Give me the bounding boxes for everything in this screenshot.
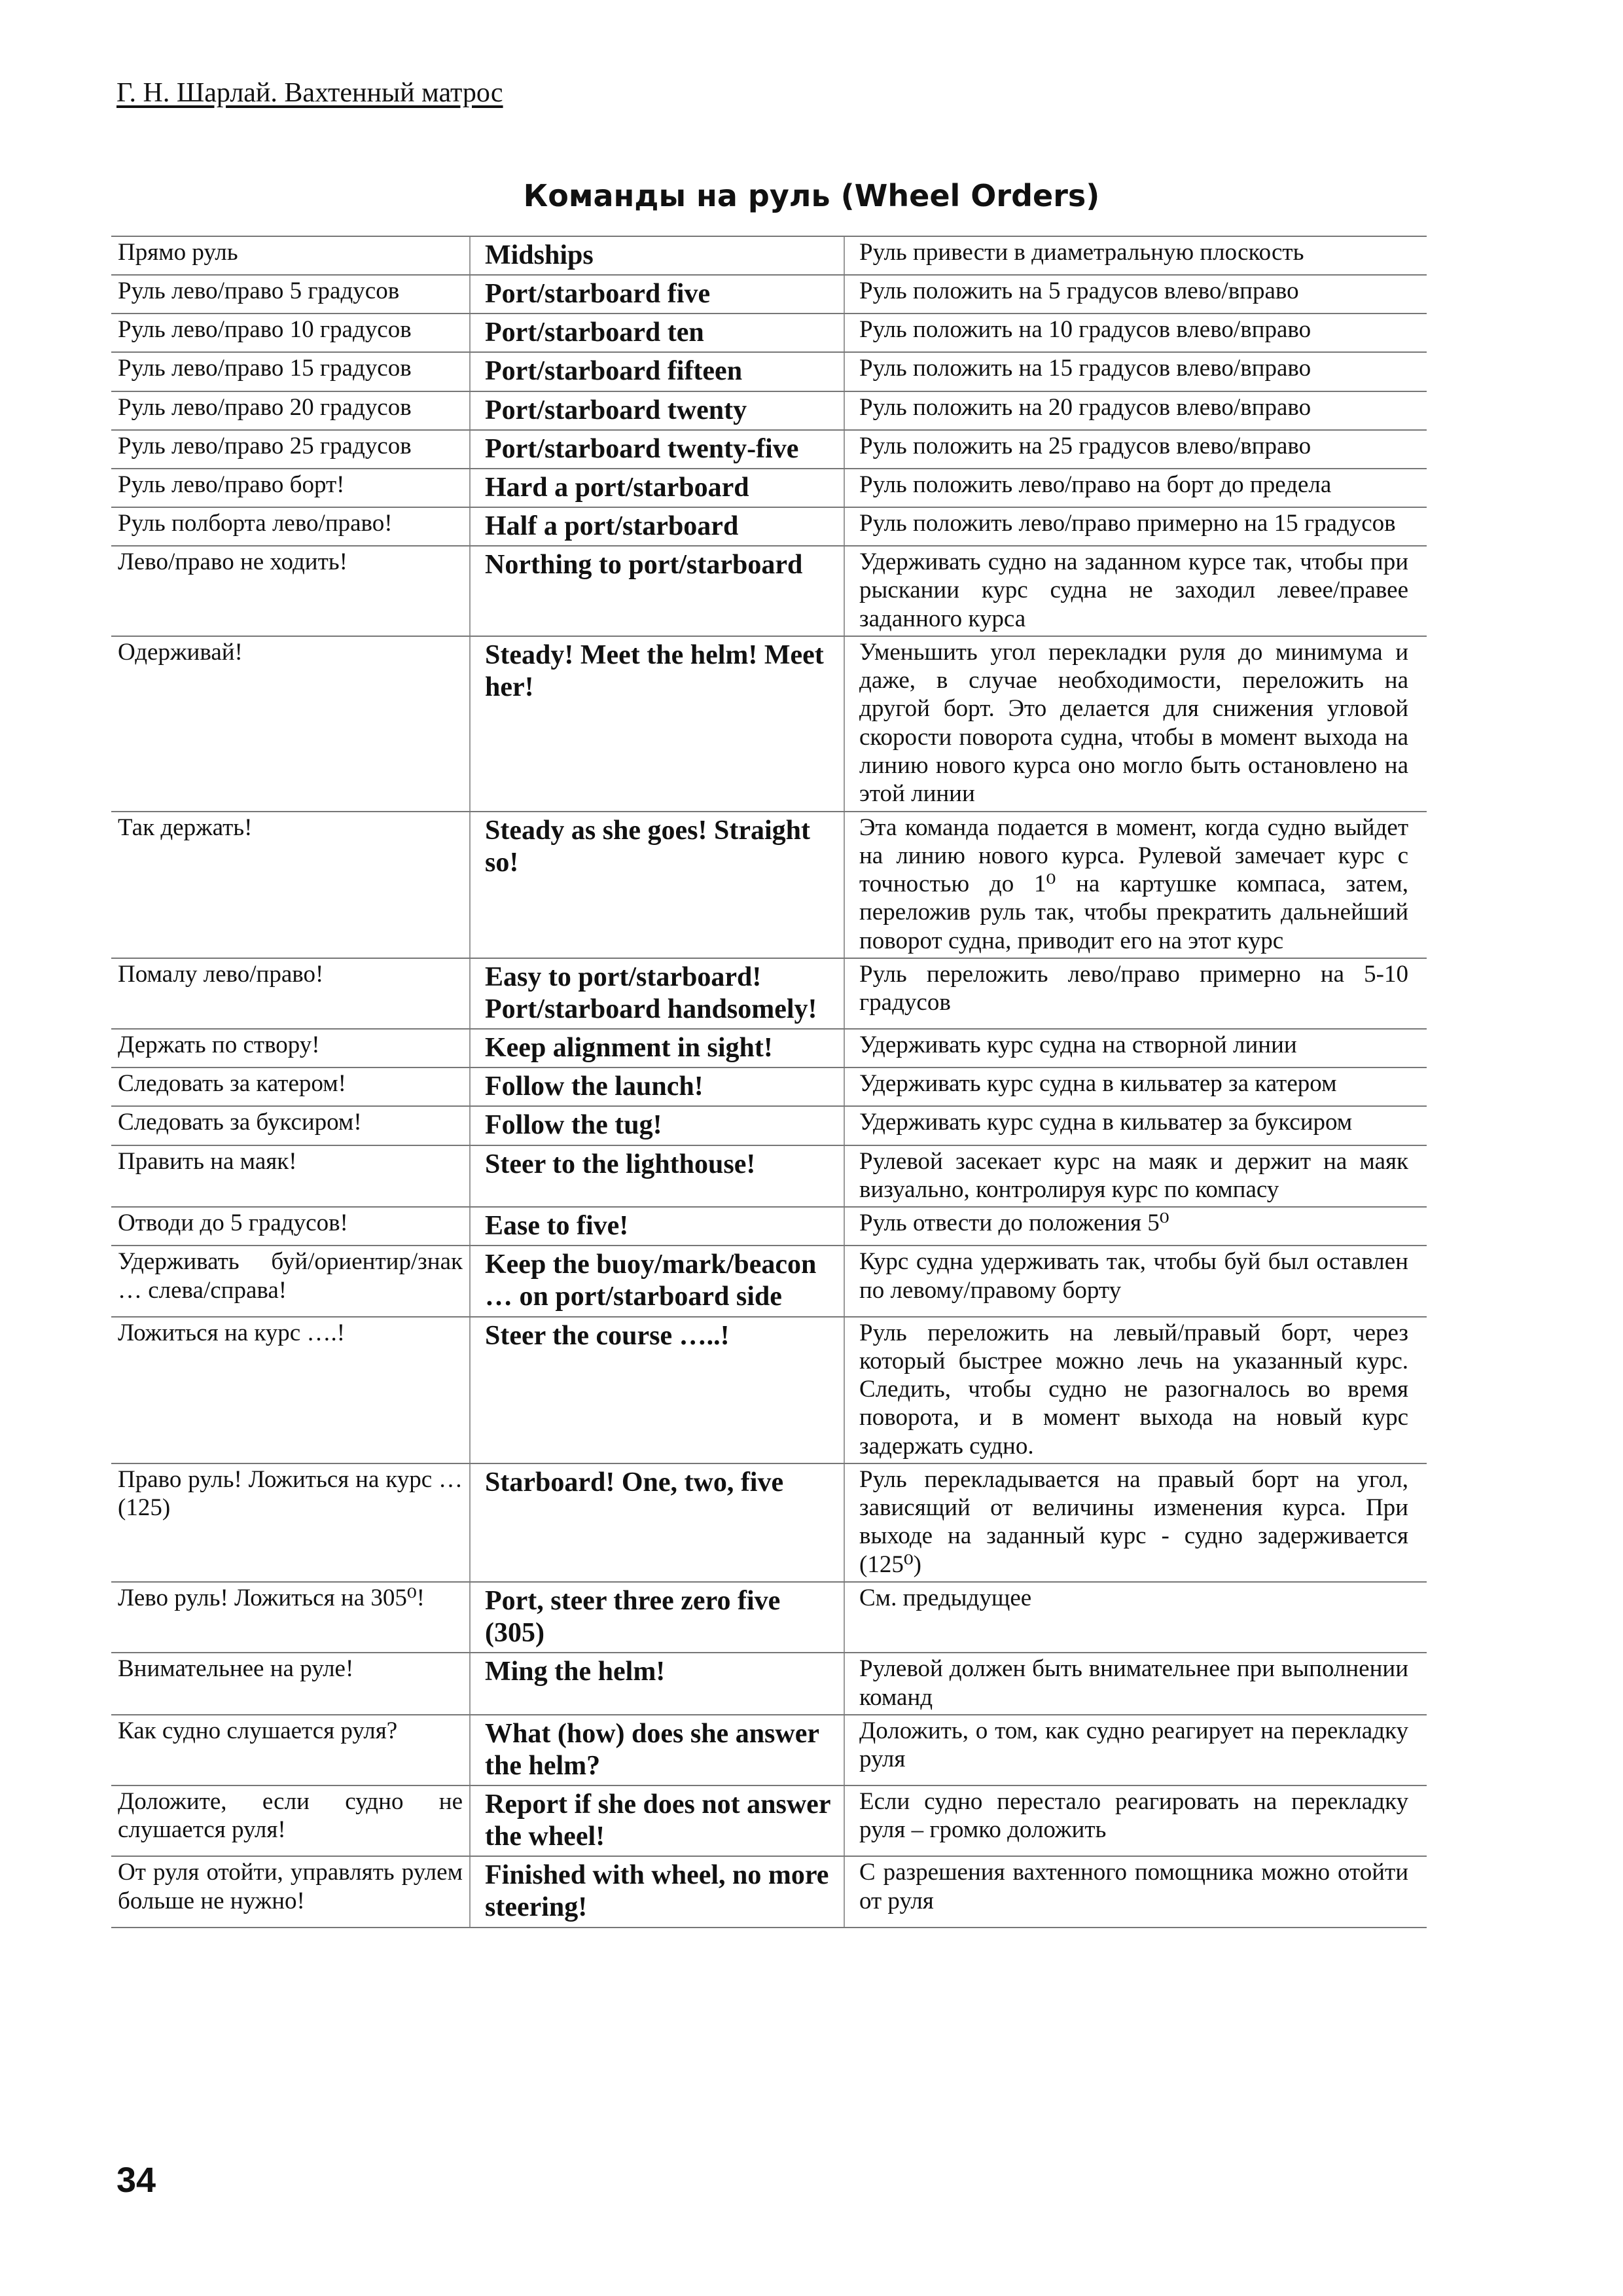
- english-command-cell: Midships: [470, 236, 844, 275]
- english-command-cell: What (how) does she answer the helm?: [470, 1715, 844, 1785]
- description-cell: Рулевой засекает курс на маяк и держит на маяк визуально, контролируя курс по компасу: [844, 1145, 1427, 1208]
- english-command-cell: Port/starboard ten: [470, 314, 844, 352]
- english-command-cell: Follow the tug!: [470, 1106, 844, 1145]
- russian-command-cell: Право руль! Ложиться на курс … (125): [111, 1463, 470, 1582]
- table-row: [111, 236, 1427, 275]
- wheel-orders-table: [111, 236, 1427, 1928]
- english-command-cell: Hard a port/starboard: [470, 469, 844, 507]
- russian-command-cell: Так держать!: [111, 812, 470, 958]
- table-row: [111, 391, 1427, 430]
- table-row: [111, 1207, 1427, 1246]
- russian-command-cell: Доложите, если судно не слушается руля!: [111, 1785, 470, 1856]
- russian-command-cell: Помалу лево/право!: [111, 958, 470, 1029]
- description-cell: Удерживать курс судна в кильватер за буксиром: [844, 1106, 1427, 1145]
- description-cell: Уменьшить угол перекладки руля до минимума и даже, в случае необходимости, переложить на другой борт. Это делается для снижения угловой скорости поворота судна, чтобы в момент выхода на линию нового курса оно могло быть остановлено на этой линии: [844, 636, 1427, 812]
- description-cell: Руль привести в диаметральную плоскость: [844, 236, 1427, 275]
- description-cell: Руль положить на 5 градусов влево/вправо: [844, 275, 1427, 314]
- english-command-cell: Port, steer three zero five (305): [470, 1582, 844, 1653]
- description-cell: Эта команда подается в момент, когда судно выйдет на линию нового курса. Рулевой замечает курс с точностью до 1⁰ на картушке компаса, затем, переложив руль так, чтобы прекратить дальнейший поворот судна, приводит его на этот курс: [844, 812, 1427, 958]
- russian-command-cell: Руль лево/право 5 градусов: [111, 275, 470, 314]
- description-cell: Руль положить лево/право на борт до предела: [844, 469, 1427, 507]
- english-command-cell: Keep alignment in sight!: [470, 1029, 844, 1067]
- table-row: [111, 1785, 1427, 1856]
- table-row: [111, 546, 1427, 636]
- description-cell: Руль положить на 15 градусов влево/вправо: [844, 352, 1427, 391]
- table-row: [111, 1067, 1427, 1106]
- table-row: [111, 812, 1427, 958]
- description-cell: Руль положить на 20 градусов влево/вправо: [844, 391, 1427, 430]
- description-cell: Рулевой должен быть внимательнее при выполнении команд: [844, 1653, 1427, 1715]
- description-cell: Руль переложить на левый/правый борт, через который быстрее можно лечь на указанный курс. Следить, чтобы судно не разогналось во время поворота, и в момент выхода на новый курс задержать судно.: [844, 1317, 1427, 1463]
- english-command-cell: Finished with wheel, no more steering!: [470, 1856, 844, 1927]
- english-command-cell: Half a port/starboard: [470, 507, 844, 546]
- english-command-cell: Ease to five!: [470, 1207, 844, 1246]
- table-row: [111, 1106, 1427, 1145]
- russian-command-cell: Руль лево/право 25 градусов: [111, 430, 470, 469]
- russian-command-cell: Лево/право не ходить!: [111, 546, 470, 636]
- page-number: 34: [116, 2161, 156, 2200]
- table-title: Команды на руль (Wheel Orders): [523, 178, 1100, 213]
- russian-command-cell: Править на маяк!: [111, 1145, 470, 1208]
- russian-command-cell: Держать по створу!: [111, 1029, 470, 1067]
- description-cell: Доложить, о том, как судно реагирует на перекладку руля: [844, 1715, 1427, 1785]
- table-row: [111, 1653, 1427, 1715]
- russian-command-cell: Одерживай!: [111, 636, 470, 812]
- russian-command-cell: Внимательнее на руле!: [111, 1653, 470, 1715]
- english-command-cell: Port/starboard five: [470, 275, 844, 314]
- russian-command-cell: Руль лево/право 15 градусов: [111, 352, 470, 391]
- russian-command-cell: Руль лево/право 20 градусов: [111, 391, 470, 430]
- english-command-cell: Starboard! One, two, five: [470, 1463, 844, 1582]
- english-command-cell: Steer to the lighthouse!: [470, 1145, 844, 1208]
- russian-command-cell: Лево руль! Ложиться на 305⁰!: [111, 1582, 470, 1653]
- russian-command-cell: Как судно слушается руля?: [111, 1715, 470, 1785]
- russian-command-cell: Руль полборта лево/право!: [111, 507, 470, 546]
- russian-command-cell: Следовать за катером!: [111, 1067, 470, 1106]
- russian-command-cell: Следовать за буксиром!: [111, 1106, 470, 1145]
- table-row: [111, 507, 1427, 546]
- english-command-cell: Port/starboard twenty: [470, 391, 844, 430]
- english-command-cell: Port/starboard twenty-five: [470, 430, 844, 469]
- russian-command-cell: Руль лево/право 10 градусов: [111, 314, 470, 352]
- table-row: [111, 1856, 1427, 1927]
- description-cell: Руль положить лево/право примерно на 15 градусов: [844, 507, 1427, 546]
- description-cell: Руль переложить лево/право примерно на 5-10 градусов: [844, 958, 1427, 1029]
- russian-command-cell: От руля отойти, управлять рулем больше не нужно!: [111, 1856, 470, 1927]
- table-row: [111, 1246, 1427, 1316]
- table-row: [111, 275, 1427, 314]
- table-row: [111, 430, 1427, 469]
- table-row: [111, 314, 1427, 352]
- table-row: [111, 1582, 1427, 1653]
- description-cell: Курс судна удерживать так, чтобы буй был оставлен по левому/правому борту: [844, 1246, 1427, 1316]
- description-cell: Руль положить на 25 градусов влево/вправо: [844, 430, 1427, 469]
- russian-command-cell: Удерживать буй/ориентир/знак … слева/справа!: [111, 1246, 470, 1316]
- description-cell: Руль перекладывается на правый борт на угол, зависящий от величины изменения курса. При выходе на заданный курс - судно задерживается (125⁰): [844, 1463, 1427, 1582]
- russian-command-cell: Отводи до 5 градусов!: [111, 1207, 470, 1246]
- table-row: [111, 1715, 1427, 1785]
- description-cell: Удерживать курс судна в кильватер за катером: [844, 1067, 1427, 1106]
- english-command-cell: Steady! Meet the helm! Meet her!: [470, 636, 844, 812]
- table-row: [111, 636, 1427, 812]
- english-command-cell: Follow the launch!: [470, 1067, 844, 1106]
- english-command-cell: Steer the course …..!: [470, 1317, 844, 1463]
- english-command-cell: Easy to port/starboard! Port/starboard handsomely!: [470, 958, 844, 1029]
- table-row: [111, 352, 1427, 391]
- table-row: [111, 1463, 1427, 1582]
- russian-command-cell: Прямо руль: [111, 236, 470, 275]
- description-cell: С разрешения вахтенного помощника можно отойти от руля: [844, 1856, 1427, 1927]
- description-cell: См. предыдущее: [844, 1582, 1427, 1653]
- english-command-cell: Keep the buoy/mark/beacon … on port/starboard side: [470, 1246, 844, 1316]
- table-row: [111, 1029, 1427, 1067]
- english-command-cell: Steady as she goes! Straight so!: [470, 812, 844, 958]
- table-row: [111, 1145, 1427, 1208]
- english-command-cell: Ming the helm!: [470, 1653, 844, 1715]
- english-command-cell: Port/starboard fifteen: [470, 352, 844, 391]
- russian-command-cell: Руль лево/право борт!: [111, 469, 470, 507]
- table-row: [111, 958, 1427, 1029]
- description-cell: Если судно перестало реагировать на перекладку руля – громко доложить: [844, 1785, 1427, 1856]
- description-cell: Удерживать судно на заданном курсе так, чтобы при рыскании курс судна не заходил левее/правее заданного курса: [844, 546, 1427, 636]
- description-cell: Удерживать курс судна на створной линии: [844, 1029, 1427, 1067]
- table-row: [111, 1317, 1427, 1463]
- english-command-cell: Report if she does not answer the wheel!: [470, 1785, 844, 1856]
- russian-command-cell: Ложиться на курс ….!: [111, 1317, 470, 1463]
- english-command-cell: Northing to port/starboard: [470, 546, 844, 636]
- description-cell: Руль положить на 10 градусов влево/вправо: [844, 314, 1427, 352]
- table-row: [111, 469, 1427, 507]
- description-cell: Руль отвести до положения 5⁰: [844, 1207, 1427, 1246]
- running-header: Г. Н. Шарлай. Вахтенный матрос: [116, 78, 503, 108]
